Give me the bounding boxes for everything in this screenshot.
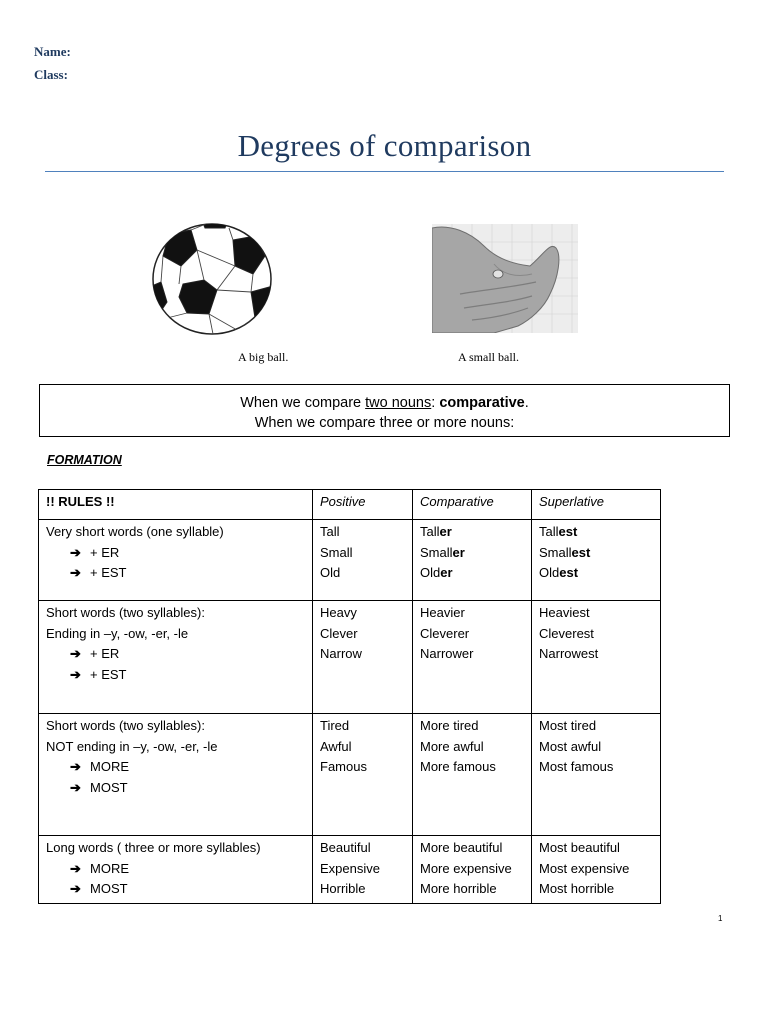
soccer-ball-image — [151, 222, 273, 336]
comparative-cell: Taller Smaller Older — [413, 520, 532, 601]
arrow-icon: ➔ — [70, 881, 81, 896]
header-comparative: Comparative — [413, 490, 532, 520]
table-row — [39, 520, 661, 601]
page-number: 1 — [718, 914, 723, 923]
class-label: Class: — [34, 67, 68, 82]
arrow-icon: ➔ — [70, 759, 81, 774]
rule-cell: Long words ( three or more syllables) ➔ MORE ➔ MOST — [39, 836, 313, 904]
positive-cell: Tired Awful Famous — [313, 714, 413, 836]
table-row — [39, 714, 661, 836]
table-row — [39, 601, 661, 714]
arrow-icon: ➔ — [70, 565, 81, 580]
positive-cell: Beautiful Expensive Horrible — [313, 836, 413, 904]
rule-cell: Short words (two syllables): Ending in –y, -ow, -er, -le ➔ + ER ➔ + EST — [39, 601, 313, 714]
comparative-term: comparative — [439, 395, 525, 411]
arrow-icon: ➔ — [70, 779, 81, 795]
superlative-cell: Most tired Most awful Most famous — [532, 714, 661, 836]
arrow-icon: ➔ — [70, 544, 81, 560]
arrow-icon: ➔ — [70, 646, 81, 661]
small-ball-caption: A small ball. — [458, 350, 519, 364]
comparative-cell: Heavier Cleverer Narrower — [413, 601, 532, 714]
arrow-icon: ➔ — [70, 860, 81, 876]
table-header-row — [39, 490, 661, 520]
formation-heading: FORMATION — [47, 453, 122, 467]
comparative-cell: More beautiful More expensive More horrible — [413, 836, 532, 904]
superlative-cell: Most beautiful Most expensive Most horrible — [532, 836, 661, 904]
big-ball-caption: A big ball. — [238, 350, 289, 364]
header-superlative: Superlative — [532, 490, 661, 520]
two-nouns-text: two nouns — [365, 395, 432, 411]
superlative-cell: Heaviest Cleverest Narrowest — [532, 601, 661, 714]
positive-cell: Heavy Clever Narrow — [313, 601, 413, 714]
positive-cell: Tall Small Old — [313, 520, 413, 601]
definition-line-2: When we compare three or more nouns: — [254, 415, 515, 431]
comparison-table — [38, 489, 661, 904]
header-positive: Positive — [313, 490, 413, 520]
rule-cell: Short words (two syllables): NOT ending in –y, -ow, -er, -le ➔ MORE ➔ MOST — [39, 714, 313, 836]
definition-line-1: When we compare two nouns: comparative. — [240, 395, 529, 411]
rule-cell: Very short words (one syllable) ➔ + ER ➔ + EST — [39, 520, 313, 601]
comparative-cell: More tired More awful More famous — [413, 714, 532, 836]
title-underline — [45, 171, 724, 172]
hand-small-ball-image — [432, 224, 578, 333]
table-row — [39, 836, 661, 904]
superlative-cell: Tallest Smallest Oldest — [532, 520, 661, 601]
name-label: Name: — [34, 44, 71, 59]
arrow-icon: ➔ — [70, 666, 81, 682]
header-rules: !! RULES !! — [39, 490, 313, 520]
page-title: Degrees of comparison — [237, 128, 532, 163]
definition-box — [39, 384, 730, 437]
